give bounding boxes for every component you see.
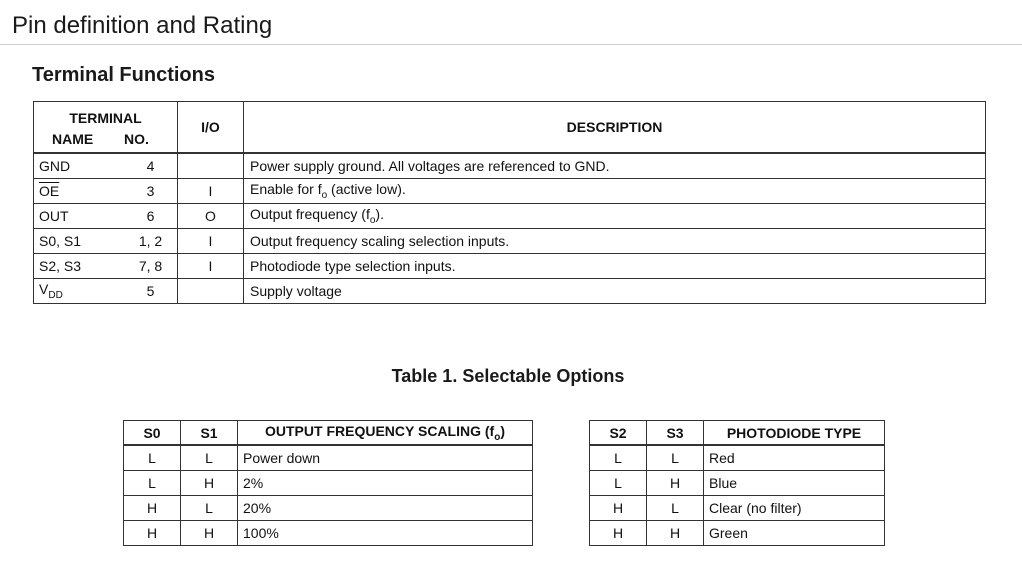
pin-io: O — [178, 204, 244, 229]
cell-scaling: Power down — [238, 445, 533, 471]
table-row — [124, 445, 533, 471]
pin-number: 6 — [124, 204, 178, 229]
page-title: Pin definition and Rating — [12, 12, 273, 39]
pin-io — [178, 279, 244, 304]
cell-photodiode: Red — [704, 445, 885, 471]
pin-number: 7, 8 — [124, 254, 178, 279]
cell-s1: L — [181, 496, 238, 521]
table-row — [34, 279, 986, 304]
pin-description: Enable for $f_o$ (active low). — [244, 179, 986, 204]
cell-s2: H — [590, 521, 647, 546]
cell-photodiode: Green — [704, 521, 885, 546]
pin-name: OUT — [34, 204, 125, 229]
table-row — [124, 496, 533, 521]
pin-description: Power supply ground. All voltages are referenced to GND. — [244, 153, 986, 179]
pin-description: Output frequency $(f_o)$. — [244, 204, 986, 229]
cell-s3: H — [647, 521, 704, 546]
frequency-scaling-table — [123, 420, 533, 546]
pin-number: 1, 2 — [124, 229, 178, 254]
cell-s2: L — [590, 445, 647, 471]
cell-s2: H — [590, 496, 647, 521]
header-terminal: TERMINAL — [34, 102, 178, 127]
header-output-frequency-scaling: OUTPUT FREQUENCY SCALING $(f_o)$ — [238, 421, 533, 446]
table-header-row — [124, 421, 533, 446]
pin-io: I — [178, 229, 244, 254]
cell-s3: L — [647, 496, 704, 521]
table-row — [124, 471, 533, 496]
cell-s2: L — [590, 471, 647, 496]
table-header-row — [34, 102, 986, 127]
terminal-functions-table — [33, 101, 986, 304]
header-s2: S2 — [590, 421, 647, 446]
table-header-row — [590, 421, 885, 446]
header-io: I/O — [178, 102, 244, 154]
terminal-functions-title: Terminal Functions — [32, 64, 215, 86]
pin-io — [178, 153, 244, 179]
cell-s3: L — [647, 445, 704, 471]
cell-scaling: 100% — [238, 521, 533, 546]
table-row — [34, 204, 986, 229]
table-row — [124, 521, 533, 546]
cell-s0: H — [124, 521, 181, 546]
cell-s1: H — [181, 521, 238, 546]
cell-s1: L — [181, 445, 238, 471]
page-header — [0, 0, 1022, 45]
pin-description: Supply voltage — [244, 279, 986, 304]
cell-s1: H — [181, 471, 238, 496]
pin-io: I — [178, 179, 244, 204]
pin-name: S0, S1 — [34, 229, 125, 254]
pin-description: Output frequency scaling selection inputs. — [244, 229, 986, 254]
pin-name — [34, 179, 125, 204]
cell-photodiode: Blue — [704, 471, 885, 496]
header-s1: S1 — [181, 421, 238, 446]
header-no: NO. — [124, 126, 178, 153]
table-row — [34, 254, 986, 279]
pin-name: GND — [34, 153, 125, 179]
cell-s0: L — [124, 445, 181, 471]
cell-scaling: 2% — [238, 471, 533, 496]
table-row — [34, 229, 986, 254]
header-description: DESCRIPTION — [244, 102, 986, 154]
pin-description: Photodiode type selection inputs. — [244, 254, 986, 279]
cell-s0: L — [124, 471, 181, 496]
pin-number: 5 — [124, 279, 178, 304]
table-row — [34, 153, 986, 179]
header-s0: S0 — [124, 421, 181, 446]
pin-name-text: $\overline{OE}$ — [39, 183, 60, 199]
cell-s3: H — [647, 471, 704, 496]
cell-s0: H — [124, 496, 181, 521]
table1-title: Table 1. Selectable Options — [391, 366, 625, 386]
header-s3: S3 — [647, 421, 704, 446]
header-photodiode-type: PHOTODIODE TYPE — [704, 421, 885, 446]
photodiode-type-table — [589, 420, 885, 546]
pin-name: $V_{DD}$ — [34, 279, 125, 304]
header-name: NAME — [34, 126, 125, 153]
table-row — [590, 521, 885, 546]
pin-number: 3 — [124, 179, 178, 204]
table-row — [34, 179, 986, 204]
cell-photodiode: Clear (no filter) — [704, 496, 885, 521]
pin-io: I — [178, 254, 244, 279]
table-row — [590, 471, 885, 496]
pin-name: S2, S3 — [34, 254, 125, 279]
table-row — [590, 445, 885, 471]
pin-number: 4 — [124, 153, 178, 179]
cell-scaling: 20% — [238, 496, 533, 521]
table-row — [590, 496, 885, 521]
